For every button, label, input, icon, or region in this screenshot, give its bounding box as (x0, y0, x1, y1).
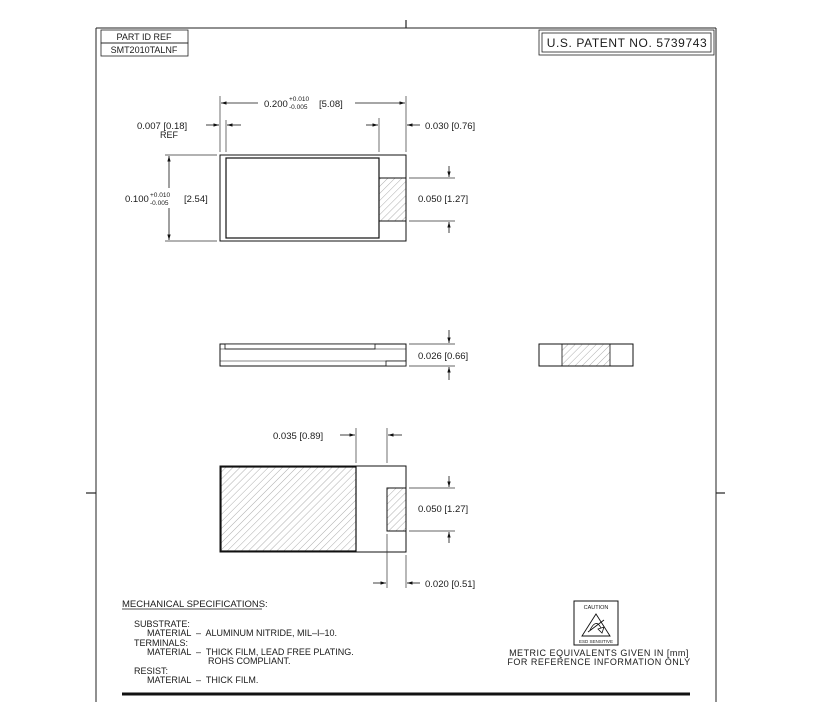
ref-offset-dim: 0.007 [0.18] (137, 121, 188, 132)
width-dim-tol-plus: +0.010 (150, 192, 171, 199)
esd-caution-icon (574, 601, 618, 645)
bottom-view-small-pad (387, 488, 406, 531)
terminals-label: TERMINALS: (134, 638, 189, 648)
pad-spacing-dim: 0.035 [0.89] (273, 431, 324, 442)
length-dim-tol-plus: +0.010 (289, 96, 310, 103)
mechanical-specifications (122, 599, 354, 685)
esd-sensitive-label: ESD SENSITIVE (578, 639, 614, 644)
ref-label: REF (160, 130, 178, 140)
resist-label: RESIST: (134, 666, 169, 676)
bottom-view-large-pad (221, 467, 356, 551)
terminals-rohs: ROHS COMPLIANT. (208, 656, 291, 666)
width-dim-metric: [2.54] (184, 194, 208, 205)
end-view (539, 344, 633, 366)
esd-caution-label: CAUTION (583, 605, 609, 611)
metric-note-line-2: FOR REFERENCE INFORMATION ONLY (507, 657, 691, 667)
width-dim-tol-minus: -0.005 (150, 200, 169, 207)
terminals-material: MATERIAL – THICK FILM, LEAD FREE PLATING. (147, 647, 354, 657)
center-marks (86, 20, 725, 493)
side-view (220, 330, 468, 380)
part-id-ref-label: PART ID REF (116, 32, 172, 42)
part-number: SMT2010TALNF (110, 45, 178, 55)
pad-width-dim: 0.020 [0.51] (425, 579, 476, 590)
top-view (125, 96, 475, 241)
length-dim-nominal: 0.200 (264, 99, 288, 110)
substrate-label: SUBSTRATE: (134, 619, 190, 629)
pad-height-dim: 0.050 [1.27] (418, 504, 469, 515)
top-view-terminal (379, 178, 406, 221)
resist-material: MATERIAL – THICK FILM. (147, 675, 259, 685)
length-dim-tol-minus: -0.005 (289, 104, 308, 111)
bottom-view (220, 428, 475, 590)
patent-number: U.S. PATENT NO. 5739743 (546, 36, 708, 50)
thickness-dim: 0.026 [0.66] (418, 351, 469, 362)
length-dim-metric: [5.08] (319, 99, 343, 110)
specs-heading: MECHANICAL SPECIFICATIONS: (122, 599, 268, 610)
top-view-resist (226, 158, 379, 238)
terminal-width-dim: 0.030 [0.76] (425, 121, 476, 132)
width-dim-nominal: 0.100 (125, 194, 149, 205)
metric-note-line-1: METRIC EQUIVALENTS GIVEN IN [mm] (509, 648, 689, 658)
substrate-material: MATERIAL – ALUMINUM NITRIDE, MIL–I–10. (147, 628, 338, 638)
terminal-height-dim: 0.050 [1.27] (418, 194, 469, 205)
